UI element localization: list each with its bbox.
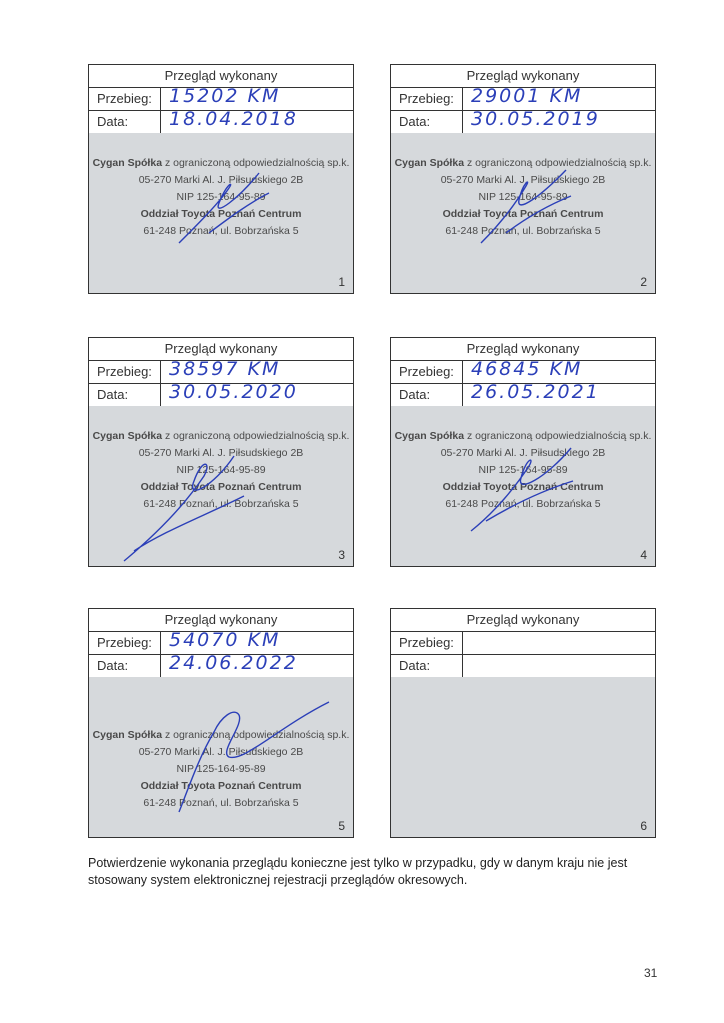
page-number: 31 — [644, 966, 658, 980]
mileage-row — [391, 632, 655, 655]
card-header: Przegląd wykonany — [89, 65, 353, 88]
date-label: Data: — [391, 384, 463, 406]
stamp-company-rest: z ograniczoną odpowiedzialnością sp.k. — [162, 729, 350, 741]
card-header: Przegląd wykonany — [391, 609, 655, 632]
mileage-value: 38597 KM — [169, 358, 281, 380]
date-label: Data: — [89, 384, 161, 406]
date-row — [89, 652, 353, 678]
card-number: 3 — [338, 548, 345, 562]
stamp-area — [391, 406, 655, 566]
stamp-company-bold: Cygan Spółka — [92, 729, 163, 741]
stamp-branch: Oddział Toyota Poznań Centrum — [140, 481, 302, 493]
stamp-company-rest: z ograniczoną odpowiedzialnością sp.k. — [464, 430, 652, 442]
stamp-city: 61-248 Poznań, ul. Bobrzańska 5 — [143, 797, 299, 809]
date-label: Data: — [89, 111, 161, 133]
stamp-address: 05-270 Marki Al. J. Piłsudskiego 2B — [440, 447, 606, 459]
service-card-4 — [390, 337, 656, 567]
card-number: 6 — [640, 819, 647, 833]
stamp-company-bold: Cygan Spółka — [394, 157, 465, 169]
date-value: 24.06.2022 — [169, 652, 298, 674]
stamp-address: 05-270 Marki Al. J. Piłsudskiego 2B — [440, 174, 606, 186]
mileage-value: 54070 KM — [169, 629, 281, 651]
stamp-company-rest: z ograniczoną odpowiedzialnością sp.k. — [162, 157, 350, 169]
stamp-area — [391, 133, 655, 293]
stamp-area — [89, 677, 353, 837]
mileage-label: Przebieg: — [391, 632, 463, 654]
dealer-stamp — [89, 727, 353, 812]
dealer-stamp — [89, 155, 353, 240]
stamp-company-rest: z ograniczoną odpowiedzialnością sp.k. — [162, 430, 350, 442]
mileage-label: Przebieg: — [391, 361, 463, 383]
stamp-company — [89, 428, 353, 445]
stamp-company-bold: Cygan Spółka — [92, 430, 163, 442]
mileage-label: Przebieg: — [391, 88, 463, 110]
stamp-nip: NIP 125-164-95-89 — [176, 763, 266, 775]
dealer-stamp — [89, 428, 353, 513]
card-number: 1 — [338, 275, 345, 289]
stamp-area — [89, 133, 353, 293]
stamp-company — [391, 428, 655, 445]
stamp-company-bold: Cygan Spółka — [394, 430, 465, 442]
stamp-area — [391, 677, 655, 837]
stamp-area — [89, 406, 353, 566]
stamp-address: 05-270 Marki Al. J. Piłsudskiego 2B — [138, 174, 304, 186]
stamp-city: 61-248 Poznań, ul. Bobrzańska 5 — [445, 498, 601, 510]
card-number: 2 — [640, 275, 647, 289]
card-number: 4 — [640, 548, 647, 562]
card-header: Przegląd wykonany — [89, 609, 353, 632]
service-card-5 — [88, 608, 354, 838]
stamp-city: 61-248 Poznań, ul. Bobrzańska 5 — [143, 498, 299, 510]
stamp-city: 61-248 Poznań, ul. Bobrzańska 5 — [445, 225, 601, 237]
service-card-2 — [390, 64, 656, 294]
date-value: 30.05.2020 — [169, 381, 298, 403]
stamp-branch: Oddział Toyota Poznań Centrum — [442, 481, 604, 493]
stamp-address: 05-270 Marki Al. J. Piłsudskiego 2B — [138, 447, 304, 459]
service-card-6 — [390, 608, 656, 838]
mileage-value: 46845 KM — [471, 358, 583, 380]
stamp-company — [89, 155, 353, 172]
card-header: Przegląd wykonany — [391, 338, 655, 361]
service-card-3 — [88, 337, 354, 567]
stamp-branch: Oddział Toyota Poznań Centrum — [140, 208, 302, 220]
stamp-address: 05-270 Marki Al. J. Piłsudskiego 2B — [138, 746, 304, 758]
date-label: Data: — [89, 655, 161, 677]
date-value: 30.05.2019 — [471, 108, 600, 130]
stamp-branch: Oddział Toyota Poznań Centrum — [140, 780, 302, 792]
mileage-label: Przebieg: — [89, 88, 161, 110]
stamp-company — [391, 155, 655, 172]
footnote: Potwierdzenie wykonania przeglądu konieczne jest tylko w przypadku, gdy w danym kraju nie jest stosowany system elektronicznej rejestracji przeglądów okresowych. — [88, 856, 628, 887]
stamp-branch: Oddział Toyota Poznań Centrum — [442, 208, 604, 220]
mileage-value: 29001 KM — [471, 85, 583, 107]
stamp-nip: NIP 125-164-95-89 — [478, 191, 568, 203]
stamp-city: 61-248 Poznań, ul. Bobrzańska 5 — [143, 225, 299, 237]
date-row — [391, 108, 655, 134]
stamp-nip: NIP 125-164-95-89 — [176, 464, 266, 476]
date-value: 18.04.2018 — [169, 108, 298, 130]
card-header: Przegląd wykonany — [391, 65, 655, 88]
service-card-1 — [88, 64, 354, 294]
dealer-stamp — [391, 428, 655, 513]
stamp-company-rest: z ograniczoną odpowiedzialnością sp.k. — [464, 157, 652, 169]
date-row — [391, 655, 655, 678]
date-value: 26.05.2021 — [471, 381, 600, 403]
dealer-stamp — [391, 155, 655, 240]
card-number: 5 — [338, 819, 345, 833]
stamp-nip: NIP 125-164-95-89 — [176, 191, 266, 203]
date-row — [89, 108, 353, 134]
date-label: Data: — [391, 655, 463, 677]
date-label: Data: — [391, 111, 463, 133]
date-row — [391, 381, 655, 407]
mileage-label: Przebieg: — [89, 632, 161, 654]
stamp-nip: NIP 125-164-95-89 — [478, 464, 568, 476]
card-header: Przegląd wykonany — [89, 338, 353, 361]
mileage-label: Przebieg: — [89, 361, 161, 383]
date-row — [89, 381, 353, 407]
mileage-value: 15202 KM — [169, 85, 281, 107]
stamp-company-bold: Cygan Spółka — [92, 157, 163, 169]
stamp-company — [89, 727, 353, 744]
